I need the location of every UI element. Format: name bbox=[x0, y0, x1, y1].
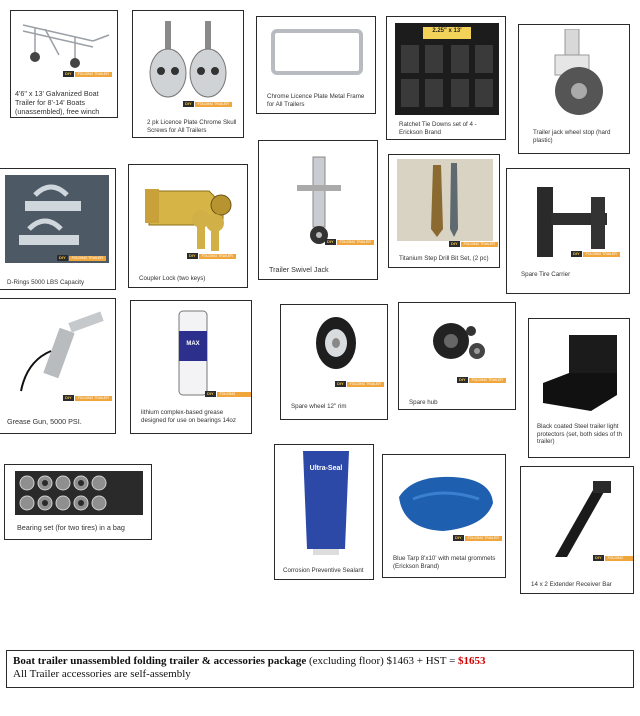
grease-tube-label: MAX bbox=[186, 341, 200, 347]
light-protector-image bbox=[539, 333, 623, 413]
product-caption: 2 pk Licence Plate Chrome Skull Screws for All Trailers bbox=[147, 119, 237, 134]
product-card-swivel-jack bbox=[258, 140, 378, 280]
bearing-set-image bbox=[15, 471, 143, 515]
product-caption: Chrome Licence Plate Metal Frame for All Trailers bbox=[267, 93, 365, 108]
product-card-boat-trailer bbox=[10, 10, 118, 118]
package-summary bbox=[6, 650, 634, 688]
product-card-skull-screws bbox=[132, 10, 244, 138]
brand-logo: DIY FOLDING TRAILER bbox=[593, 555, 633, 561]
product-card-bearing-set bbox=[4, 464, 152, 540]
sealant-tube-label: Ultra-Seal bbox=[309, 465, 343, 472]
product-caption: lithium complex-based grease designed for use on bearings 14oz bbox=[141, 409, 236, 424]
brand-logo: DIY FOLDING TRAILER bbox=[63, 71, 112, 77]
package-total-price: $1653 bbox=[458, 655, 486, 667]
product-caption: Blue Tarp 8'x10' with metal grommets (Erickson Brand) bbox=[393, 555, 496, 570]
product-card-d-rings bbox=[0, 168, 116, 290]
product-caption: Grease Gun, 5000 PSI. bbox=[7, 417, 82, 426]
product-caption: Bearing set (for two tires) in a bag bbox=[17, 523, 125, 532]
product-card-coupler-lock bbox=[128, 164, 248, 288]
brand-logo: DIY FOLDING TRAILER bbox=[187, 253, 236, 259]
product-caption: Coupler Lock (two keys) bbox=[139, 275, 206, 282]
product-caption: 14 x 2 Extender Receiver Bar bbox=[531, 581, 612, 588]
brand-logo: DIY FOLDING TRAILER bbox=[571, 251, 620, 257]
product-caption: Titanium Step Drill Bit Set, (2 pc) bbox=[399, 255, 489, 262]
product-card-spare-hub bbox=[398, 302, 516, 410]
package-price-details: (excluding floor) $1463 + HST = bbox=[306, 655, 459, 667]
package-title: Boat trailer unassembled folding trailer & accessories package bbox=[13, 655, 307, 667]
grease-tube-image bbox=[177, 309, 209, 397]
brand-logo: DIY FOLDING TRAILER bbox=[335, 381, 384, 387]
swivel-jack-image bbox=[289, 155, 349, 247]
brand-logo: DIY FOLDING TRAILER bbox=[63, 395, 112, 401]
product-card-ratchet-tie-downs bbox=[386, 16, 506, 140]
wheel-stop-image bbox=[539, 29, 615, 119]
product-card-spare-wheel bbox=[280, 304, 388, 420]
product-caption: Corrosion Preventive Sealant bbox=[283, 567, 364, 574]
brand-logo: DIY FOLDING TRAILER bbox=[57, 255, 106, 261]
product-card-grease-tube bbox=[130, 300, 252, 434]
product-caption: Black coated Steel trailer light protectors (set, both sides of th trailer) bbox=[537, 423, 622, 446]
plate-frame-image bbox=[269, 25, 365, 79]
boat-trailer-image bbox=[15, 15, 113, 71]
package-title-line bbox=[13, 655, 627, 668]
product-caption: 4'6" x 13' Galvanized Boat Trailer for 8'-14' Boats (unassembled), free winch bbox=[15, 89, 100, 116]
brand-logo: DIY FOLDING TRAILER bbox=[449, 241, 498, 247]
product-caption: Trailer jack wheel stop (hard plastic) bbox=[533, 129, 611, 144]
product-caption: D-Rings 5000 LBS Capacity bbox=[7, 279, 85, 286]
product-caption: Ratchet Tie Downs set of 4 - Erickson Brand bbox=[399, 121, 477, 136]
brand-logo: DIY FOLDING TRAILER bbox=[453, 535, 502, 541]
product-card-corrosion-sealant bbox=[274, 444, 374, 580]
grease-gun-image bbox=[9, 311, 109, 395]
skull-screws-image bbox=[145, 17, 235, 107]
product-caption: Trailer Swivel Jack bbox=[269, 265, 329, 274]
product-card-light-protectors bbox=[528, 318, 630, 458]
product-card-wheel-stop bbox=[518, 24, 630, 154]
product-card-blue-tarp bbox=[382, 454, 506, 578]
product-card-extender-bar bbox=[520, 466, 634, 594]
product-card-spare-tire-carrier bbox=[506, 168, 630, 294]
spare-hub-image bbox=[427, 315, 491, 371]
product-caption: Spare Tire Carrier bbox=[521, 271, 571, 278]
product-caption: Spare wheel 12" rim bbox=[291, 403, 347, 410]
product-card-plate-frame bbox=[256, 16, 376, 114]
coupler-lock-image bbox=[139, 171, 239, 257]
spare-wheel-image bbox=[311, 315, 361, 371]
step-drill-image bbox=[397, 159, 493, 241]
brand-logo: DIY FOLDING TRAILER bbox=[457, 377, 506, 383]
product-card-step-drill bbox=[388, 154, 500, 268]
d-rings-image bbox=[5, 175, 109, 263]
brand-logo: DIY FOLDING TRAILER bbox=[205, 391, 251, 397]
blue-tarp-image bbox=[393, 469, 497, 537]
tie-down-package-label: 2.25" x 13' bbox=[432, 28, 462, 34]
ratchet-tie-downs-image bbox=[393, 21, 501, 117]
product-caption: Spare hub bbox=[409, 399, 438, 406]
brand-logo: DIY FOLDING TRAILER bbox=[325, 239, 374, 245]
package-note: All Trailer accessories are self-assembly bbox=[13, 668, 191, 680]
extender-bar-image bbox=[537, 477, 627, 563]
product-card-grease-gun bbox=[0, 298, 116, 434]
brand-logo: DIY FOLDING TRAILER bbox=[183, 101, 232, 107]
